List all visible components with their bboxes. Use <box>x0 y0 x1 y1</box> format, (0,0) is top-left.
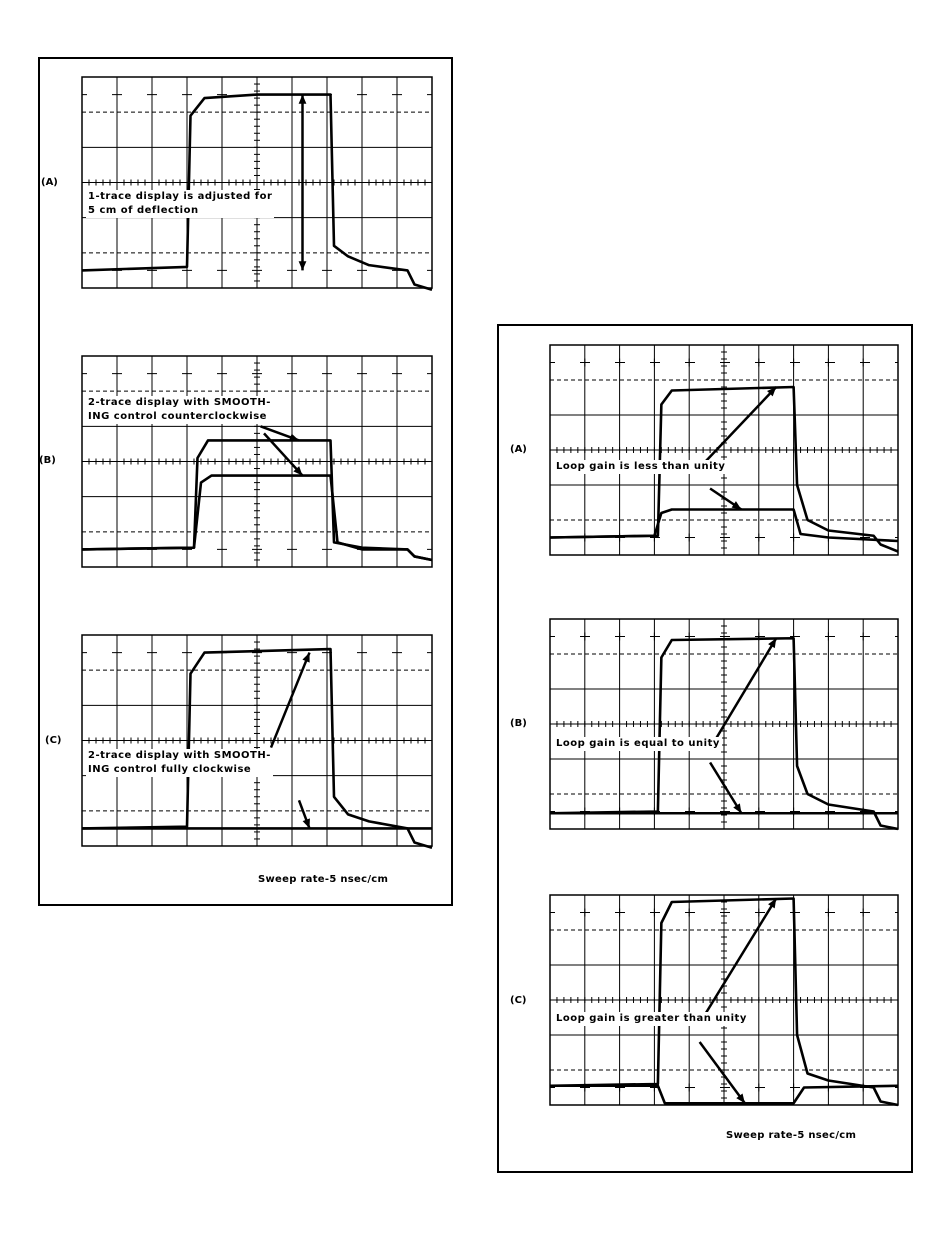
scope-left-c <box>82 635 432 846</box>
right-panel-c-label: (C) <box>510 995 527 1006</box>
left-b-caption: 2-trace display with SMOOTH- ING control counterclockwise <box>88 397 271 422</box>
pointer-arrow <box>271 653 310 748</box>
right-sweep-rate: Sweep rate-5 nsec/cm <box>726 1130 857 1141</box>
scope-right-b <box>550 619 898 829</box>
left-panel-b-label: (B) <box>39 455 56 466</box>
left-panel-c-label: (C) <box>45 735 62 746</box>
right-c-caption: Loop gain is greater than unity <box>556 1013 747 1024</box>
right-panel-a-label: (A) <box>510 444 527 455</box>
right-b-caption: Loop gain is equal to unity <box>556 738 720 749</box>
scope-right-a <box>550 345 898 555</box>
left-a-caption: 1-trace display is adjusted for 5 cm of deflection <box>88 191 273 216</box>
left-panel-a-label: (A) <box>41 177 58 188</box>
arrowhead <box>299 261 307 270</box>
scope-right-c <box>550 895 898 1105</box>
arrowhead <box>299 95 307 104</box>
arrowhead <box>303 818 310 828</box>
pointer-arrow <box>710 638 776 748</box>
arrowhead <box>302 653 309 663</box>
arrowhead <box>289 434 299 441</box>
scope-left-b <box>82 356 432 567</box>
right-panel-b-label: (B) <box>510 718 527 729</box>
right-a-caption: Loop gain is less than unity <box>556 461 726 472</box>
left-sweep-rate: Sweep rate-5 nsec/cm <box>258 874 389 885</box>
pointer-arrow <box>703 387 776 464</box>
pointer-arrow <box>700 1042 745 1103</box>
left-c-caption: 2-trace display with SMOOTH- ING control fully clockwise <box>88 750 271 775</box>
scope-left-a <box>82 77 432 288</box>
